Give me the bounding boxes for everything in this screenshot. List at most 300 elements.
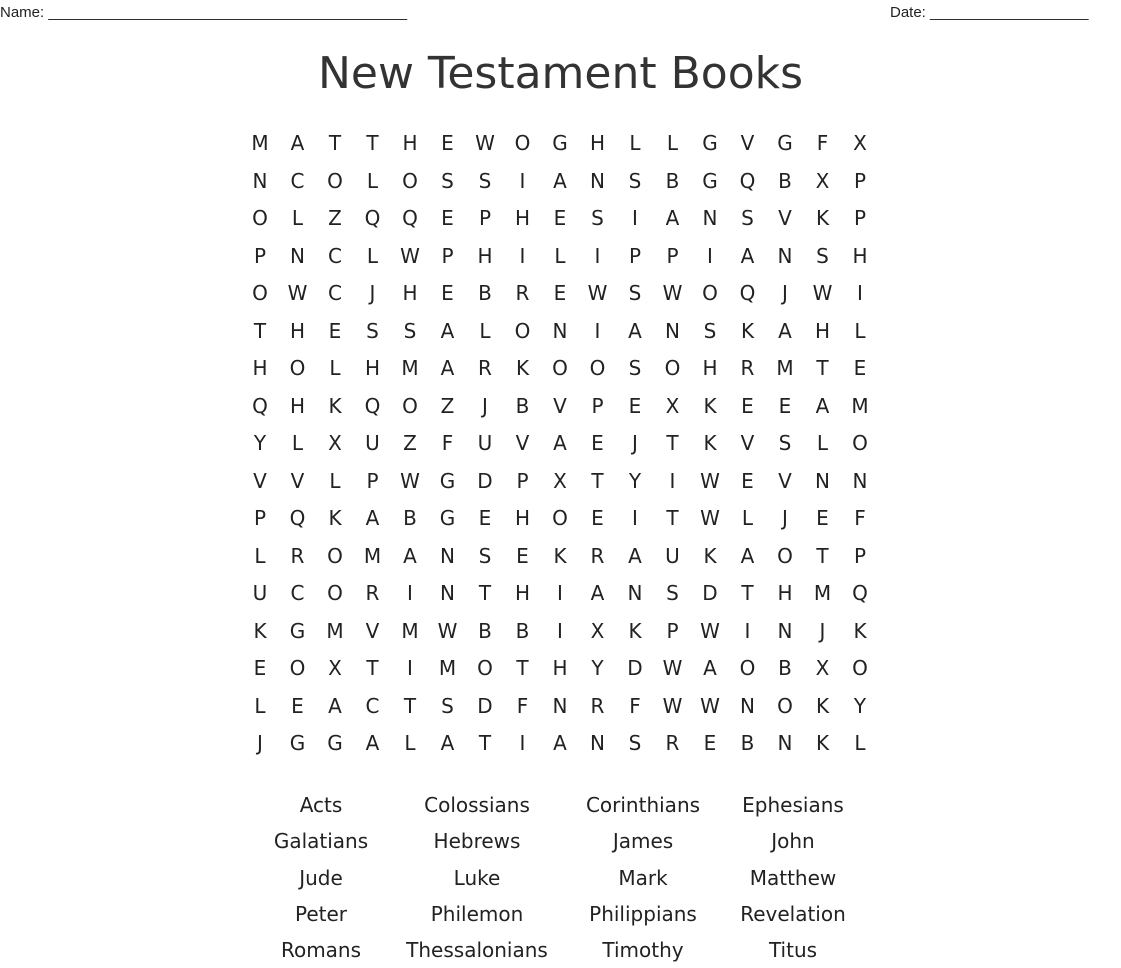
grid-letter: U: [665, 543, 680, 568]
grid-letter: T: [478, 731, 492, 755]
grid-letter: E: [703, 731, 717, 755]
grid-letter: V: [253, 468, 267, 493]
grid-letter: K: [815, 206, 830, 230]
grid-letter: K: [703, 543, 717, 568]
grid-letter: M: [251, 131, 269, 155]
page-title: New Testament Books: [317, 48, 804, 99]
grid-letter: O: [664, 356, 681, 380]
word-list-item: Acts: [299, 793, 343, 817]
grid-letter: H: [514, 581, 531, 605]
grid-letter: H: [252, 356, 268, 380]
name-field-label: Name: ___________________________________________: [0, 4, 408, 21]
grid-letter: K: [740, 318, 755, 343]
grid-letter: P: [853, 206, 867, 230]
grid-letter: J: [482, 393, 488, 418]
grid-letter: E: [478, 506, 492, 530]
word-list-item: Ephesians: [742, 793, 844, 817]
grid-letter: I: [519, 731, 526, 755]
grid-letter: W: [475, 131, 495, 155]
grid-letter: E: [441, 206, 454, 230]
grid-letter: O: [327, 581, 343, 605]
grid-letter: L: [254, 693, 266, 718]
grid-letter: A: [440, 356, 455, 380]
grid-letter: T: [253, 318, 267, 343]
grid-letter: A: [815, 393, 830, 418]
grid-letter: S: [628, 281, 642, 305]
grid-letter: A: [365, 731, 380, 755]
grid-letter: J: [369, 281, 376, 305]
word-list-item: Jude: [299, 865, 343, 890]
grid-letter: V: [778, 206, 792, 230]
grid-letter: R: [290, 543, 305, 568]
grid-letter: Q: [739, 281, 756, 305]
grid-letter: H: [477, 243, 493, 268]
grid-letter: I: [744, 618, 751, 643]
grid-letter: E: [628, 393, 642, 418]
grid-letter: A: [665, 206, 680, 230]
grid-letter: G: [439, 506, 456, 530]
grid-letter: P: [666, 618, 679, 643]
grid-letter: P: [516, 468, 529, 493]
grid-letter: O: [327, 543, 343, 568]
grid-letter: K: [815, 693, 830, 718]
grid-letter: E: [591, 506, 604, 530]
grid-letter: W: [400, 468, 420, 493]
word-list-item: Mark: [618, 865, 668, 890]
grid-letter: D: [477, 693, 493, 718]
grid-letter: H: [552, 656, 568, 680]
grid-letter: T: [478, 581, 492, 605]
grid-letter: K: [853, 618, 867, 643]
grid-letter: T: [516, 656, 529, 680]
word-list-item: Matthew: [749, 865, 837, 890]
grid-letter: R: [478, 356, 492, 380]
grid-letter: B: [515, 618, 530, 643]
grid-letter: T: [591, 468, 604, 493]
grid-letter: O: [477, 656, 493, 680]
grid-letter: B: [403, 506, 417, 530]
word-list-item: Hebrews: [433, 829, 521, 854]
grid-letter: W: [587, 281, 608, 305]
grid-letter: O: [514, 318, 531, 343]
grid-letter: L: [479, 318, 491, 343]
grid-letter: J: [632, 431, 638, 455]
grid-letter: Z: [328, 206, 342, 230]
grid-letter: K: [253, 618, 267, 643]
grid-letter: T: [666, 506, 679, 530]
grid-letter: O: [289, 656, 306, 680]
word-list-item: Colossians: [424, 793, 530, 817]
grid-letter: P: [853, 168, 867, 193]
grid-letter: W: [700, 693, 720, 718]
grid-letter: E: [516, 543, 529, 568]
grid-letter: H: [702, 356, 718, 380]
grid-letter: I: [632, 506, 638, 530]
grid-letter: H: [777, 581, 793, 605]
grid-letter: P: [253, 243, 267, 268]
grid-letter: O: [777, 693, 793, 718]
grid-letter: V: [740, 431, 755, 455]
grid-letter: A: [740, 243, 755, 268]
grid-letter: S: [816, 243, 829, 268]
grid-letter: S: [741, 206, 754, 230]
grid-letter: G: [552, 131, 568, 155]
grid-letter: R: [665, 731, 680, 755]
word-list-item: Romans: [280, 938, 362, 963]
grid-letter: H: [289, 393, 306, 418]
grid-letter: B: [740, 731, 755, 755]
grid-letter: Y: [853, 693, 867, 718]
grid-letter: P: [441, 243, 454, 268]
grid-letter: Q: [289, 506, 306, 530]
grid-letter: V: [740, 131, 755, 155]
grid-letter: U: [252, 581, 268, 605]
grid-letter: X: [553, 468, 567, 493]
grid-letter: N: [815, 468, 830, 493]
grid-letter: H: [402, 131, 418, 155]
grid-letter: K: [703, 393, 717, 418]
grid-letter: Z: [440, 393, 455, 418]
grid-letter: Q: [364, 393, 381, 418]
grid-letter: S: [441, 693, 454, 718]
grid-letter: Q: [402, 206, 418, 230]
grid-letter: P: [591, 393, 604, 418]
grid-letter: L: [854, 731, 866, 755]
grid-letter: N: [777, 243, 793, 268]
grid-letter: B: [665, 168, 680, 193]
grid-letter: L: [854, 318, 866, 343]
grid-letter: V: [290, 468, 305, 493]
grid-letter: E: [741, 468, 754, 493]
grid-letter: E: [553, 281, 567, 305]
grid-letter: X: [328, 431, 342, 455]
grid-letter: Y: [591, 656, 604, 680]
grid-letter: E: [853, 356, 867, 380]
grid-letter: Q: [252, 393, 268, 418]
grid-letter: A: [553, 731, 567, 755]
grid-letter: D: [627, 656, 643, 680]
grid-letter: Q: [739, 168, 756, 193]
word-list-item: Corinthians: [585, 793, 701, 817]
grid-letter: I: [557, 618, 563, 643]
grid-letter: L: [329, 356, 341, 380]
grid-letter: O: [402, 393, 418, 418]
grid-letter: R: [515, 281, 530, 305]
grid-letter: Q: [364, 206, 381, 230]
grid-letter: D: [702, 581, 718, 605]
grid-letter: G: [777, 131, 793, 155]
grid-letter: I: [707, 243, 713, 268]
grid-letter: O: [289, 356, 306, 380]
grid-letter: S: [778, 431, 792, 455]
grid-letter: W: [700, 506, 720, 530]
grid-letter: O: [777, 543, 793, 568]
grid-letter: S: [628, 356, 642, 380]
grid-letter: K: [515, 356, 530, 380]
grid-letter: P: [853, 543, 867, 568]
grid-letter: A: [553, 431, 567, 455]
grid-letter: Y: [628, 468, 642, 493]
grid-letter: H: [289, 318, 306, 343]
grid-letter: H: [589, 131, 606, 155]
grid-letter: B: [515, 393, 530, 418]
grid-letter: I: [632, 206, 638, 230]
grid-letter: I: [669, 468, 676, 493]
grid-letter: O: [702, 281, 718, 305]
grid-letter: G: [702, 131, 718, 155]
word-list-item: Philippians: [589, 901, 697, 926]
grid-letter: P: [666, 243, 679, 268]
grid-letter: T: [366, 131, 379, 155]
grid-letter: X: [815, 168, 830, 193]
grid-letter: H: [514, 506, 531, 530]
grid-letter: J: [782, 281, 788, 305]
grid-letter: B: [478, 618, 492, 643]
grid-letter: O: [252, 206, 268, 230]
grid-letter: D: [477, 468, 493, 493]
grid-letter: N: [552, 693, 568, 718]
grid-letter: T: [366, 656, 379, 680]
grid-letter: W: [437, 618, 458, 643]
grid-letter: I: [594, 318, 601, 343]
grid-letter: M: [851, 393, 869, 418]
grid-letter: I: [519, 168, 526, 193]
grid-letter: Y: [253, 431, 267, 455]
grid-letter: T: [666, 431, 679, 455]
word-list-item: Thessalonians: [406, 938, 548, 963]
grid-letter: O: [552, 506, 568, 530]
grid-letter: R: [740, 356, 755, 380]
grid-letter: Q: [852, 581, 868, 605]
word-list-item: Peter: [294, 901, 348, 926]
grid-letter: M: [363, 543, 382, 568]
grid-letter: E: [253, 656, 267, 680]
grid-letter: T: [816, 356, 829, 380]
grid-letter: C: [328, 243, 342, 268]
grid-letter: F: [629, 693, 641, 718]
grid-letter: A: [628, 543, 642, 568]
grid-letter: G: [289, 618, 306, 643]
grid-letter: V: [553, 393, 567, 418]
grid-letter: L: [816, 431, 829, 455]
grid-letter: N: [777, 618, 793, 643]
word-list-item: Titus: [768, 938, 818, 963]
grid-letter: S: [628, 731, 642, 755]
grid-letter: K: [815, 731, 830, 755]
grid-letter: I: [519, 243, 526, 268]
grid-letter: R: [590, 543, 605, 568]
grid-letter: A: [778, 318, 792, 343]
grid-letter: N: [852, 468, 868, 493]
grid-letter: Z: [403, 431, 417, 455]
grid-letter: I: [407, 656, 413, 680]
grid-letter: W: [700, 468, 720, 493]
grid-letter: X: [590, 618, 605, 643]
grid-letter: K: [328, 393, 342, 418]
date-field-label: Date: ___________________: [890, 4, 1089, 21]
grid-letter: B: [778, 656, 792, 680]
grid-letter: S: [628, 168, 642, 193]
grid-letter: K: [553, 543, 567, 568]
grid-letter: S: [666, 581, 679, 605]
grid-letter: W: [662, 281, 683, 305]
grid-letter: N: [627, 581, 643, 605]
grid-letter: R: [590, 693, 605, 718]
grid-letter: K: [628, 618, 642, 643]
grid-letter: S: [478, 168, 492, 193]
grid-letter: A: [553, 168, 567, 193]
word-list-item: Galatians: [273, 829, 369, 854]
grid-letter: E: [778, 393, 792, 418]
grid-letter: T: [816, 543, 829, 568]
grid-letter: S: [478, 543, 492, 568]
grid-letter: O: [327, 168, 343, 193]
grid-letter: E: [441, 131, 454, 155]
grid-letter: S: [403, 318, 417, 343]
grid-letter: L: [291, 431, 304, 455]
grid-letter: X: [853, 131, 867, 155]
grid-letter: A: [740, 543, 755, 568]
grid-letter: H: [364, 356, 381, 380]
grid-letter: O: [739, 656, 756, 680]
grid-letter: N: [740, 693, 755, 718]
grid-letter: N: [777, 731, 793, 755]
grid-letter: P: [628, 243, 642, 268]
grid-letter: M: [326, 618, 344, 643]
grid-letter: N: [552, 318, 568, 343]
grid-letter: A: [440, 318, 455, 343]
grid-letter: S: [703, 318, 717, 343]
grid-letter: G: [327, 731, 343, 755]
grid-letter: L: [629, 131, 641, 155]
grid-letter: N: [590, 731, 605, 755]
grid-letter: M: [813, 581, 832, 605]
grid-letter: A: [590, 581, 605, 605]
grid-letter: X: [328, 656, 342, 680]
grid-letter: L: [404, 731, 416, 755]
grid-letter: I: [594, 243, 601, 268]
grid-letter: C: [365, 693, 380, 718]
grid-letter: N: [252, 168, 268, 193]
grid-letter: E: [553, 206, 567, 230]
grid-letter: O: [514, 131, 531, 155]
grid-letter: K: [328, 506, 342, 530]
grid-letter: A: [440, 731, 455, 755]
grid-letter: O: [589, 356, 606, 380]
grid-letter: G: [702, 168, 718, 193]
word-list-item: Revelation: [740, 901, 846, 926]
grid-letter: H: [852, 243, 868, 268]
grid-letter: E: [328, 318, 342, 343]
word-list-item: Timothy: [602, 938, 684, 963]
grid-letter: V: [365, 618, 380, 643]
grid-letter: A: [703, 656, 717, 680]
grid-letter: A: [290, 131, 305, 155]
grid-letter: A: [628, 318, 642, 343]
grid-letter: B: [778, 168, 792, 193]
grid-letter: O: [852, 431, 868, 455]
grid-letter: X: [815, 656, 830, 680]
grid-letter: C: [290, 581, 305, 605]
grid-letter: P: [253, 506, 267, 530]
grid-letter: E: [741, 393, 754, 418]
grid-letter: O: [552, 356, 568, 380]
grid-letter: L: [366, 168, 379, 193]
grid-letter: N: [440, 581, 455, 605]
grid-letter: I: [407, 581, 413, 605]
grid-letter: L: [254, 543, 266, 568]
grid-letter: W: [812, 281, 833, 305]
grid-letter: M: [776, 356, 794, 380]
grid-letter: S: [591, 206, 604, 230]
grid-letter: J: [257, 731, 263, 755]
grid-letter: K: [703, 431, 717, 455]
word-list-item: James: [612, 829, 674, 854]
grid-letter: X: [665, 393, 680, 418]
grid-letter: V: [515, 431, 530, 455]
grid-letter: A: [328, 693, 342, 718]
grid-letter: N: [290, 243, 305, 268]
grid-letter: S: [366, 318, 379, 343]
grid-letter: W: [400, 243, 420, 268]
word-list-item: John: [771, 829, 815, 854]
grid-letter: N: [440, 543, 455, 568]
grid-letter: W: [287, 281, 308, 305]
grid-letter: W: [662, 693, 683, 718]
grid-letter: V: [778, 468, 792, 493]
grid-letter: C: [290, 168, 305, 193]
grid-letter: F: [816, 131, 829, 155]
grid-letter: F: [441, 431, 454, 455]
grid-letter: M: [438, 656, 457, 680]
grid-letter: P: [366, 468, 379, 493]
grid-letter: W: [700, 618, 720, 643]
grid-letter: O: [252, 281, 268, 305]
grid-letter: U: [365, 431, 380, 455]
grid-letter: R: [365, 581, 380, 605]
grid-letter: H: [814, 318, 831, 343]
grid-letter: U: [477, 431, 493, 455]
grid-letter: S: [441, 168, 454, 193]
grid-letter: G: [439, 468, 456, 493]
grid-letter: E: [291, 693, 304, 718]
grid-letter: H: [402, 281, 418, 305]
grid-letter: N: [702, 206, 718, 230]
grid-letter: O: [402, 168, 418, 193]
grid-letter: L: [291, 206, 304, 230]
word-list-item: Philemon: [430, 901, 524, 926]
grid-letter: L: [329, 468, 341, 493]
grid-letter: L: [741, 506, 754, 530]
grid-letter: F: [516, 693, 529, 718]
grid-letter: B: [478, 281, 492, 305]
grid-letter: M: [401, 618, 419, 643]
grid-letter: H: [514, 206, 531, 230]
grid-letter: T: [741, 581, 754, 605]
grid-letter: N: [665, 318, 680, 343]
grid-letter: O: [852, 656, 868, 680]
grid-letter: P: [478, 206, 492, 230]
grid-letter: W: [662, 656, 683, 680]
grid-letter: J: [782, 506, 788, 530]
grid-letter: L: [366, 243, 379, 268]
word-list-item: Luke: [453, 865, 501, 890]
grid-letter: J: [819, 618, 826, 643]
grid-letter: E: [441, 281, 454, 305]
grid-letter: A: [403, 543, 417, 568]
grid-letter: E: [591, 431, 604, 455]
grid-letter: M: [401, 356, 419, 380]
